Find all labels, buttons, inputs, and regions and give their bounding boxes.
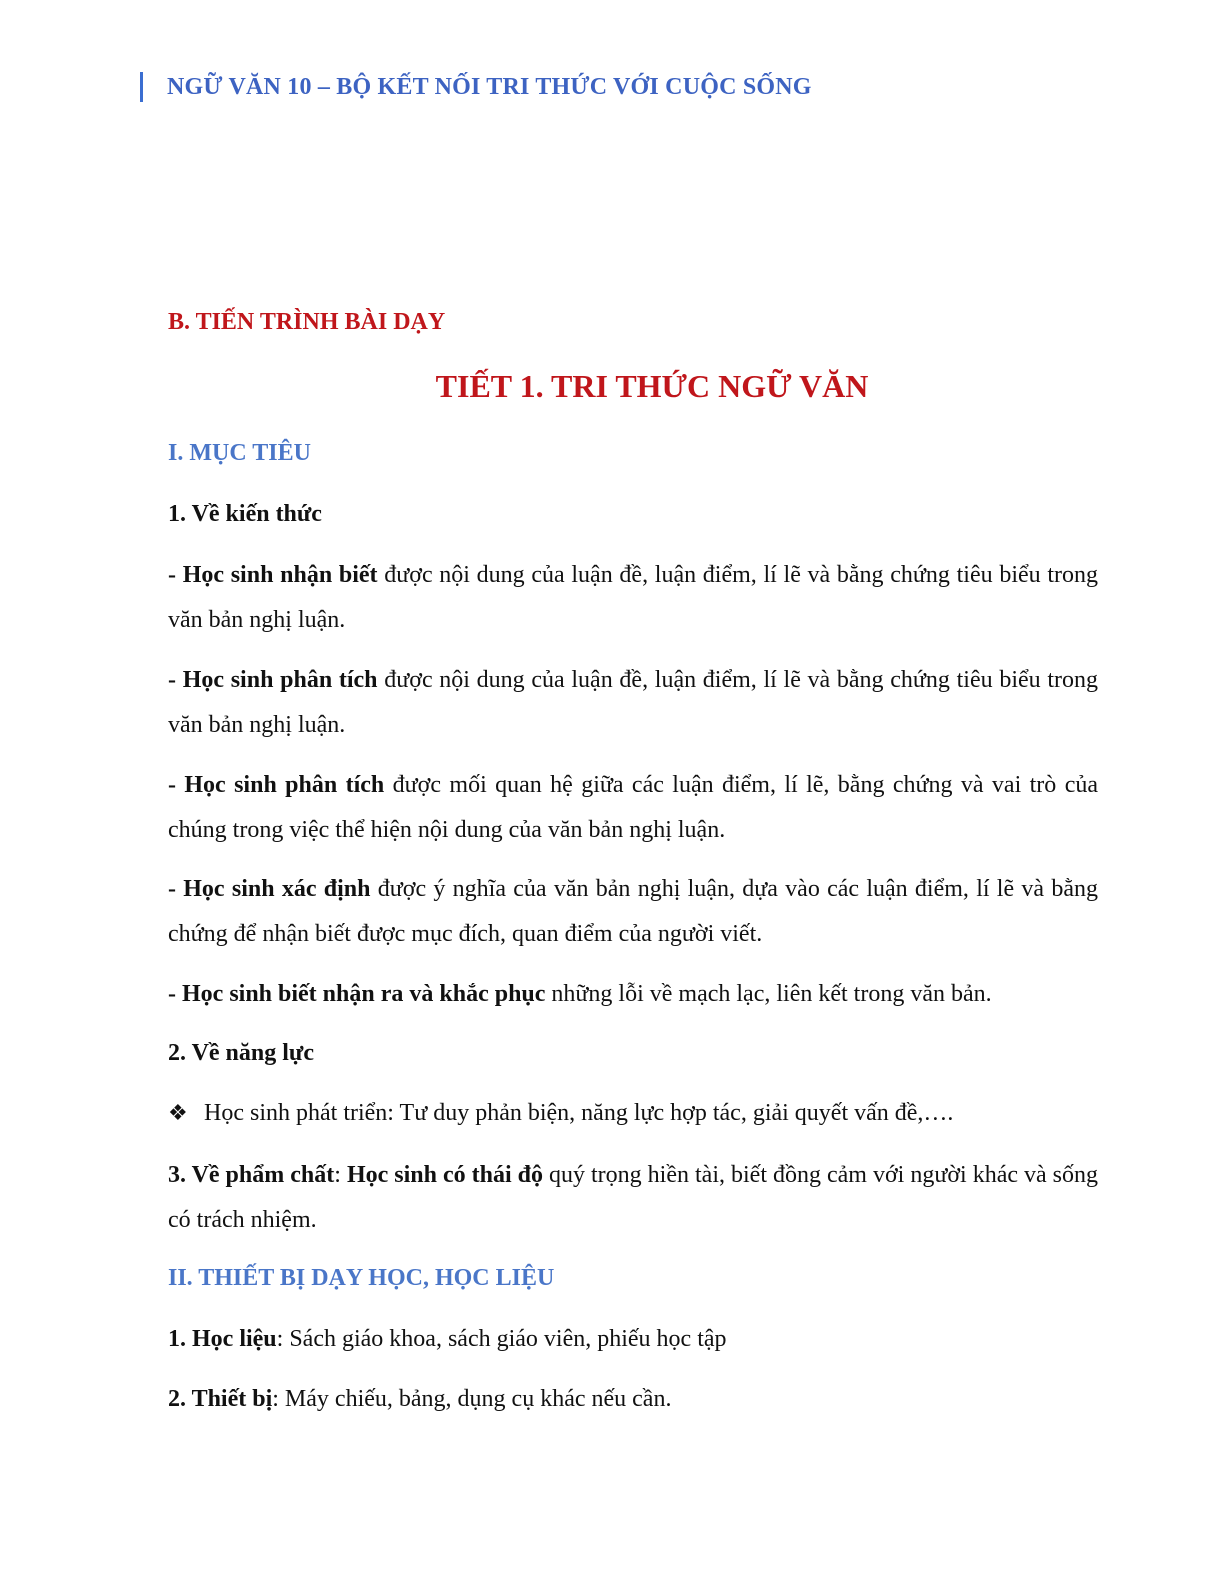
knowledge-item-text: được nội dung của luận đề, luận điểm, lí lẽ và bằng chứng tiêu biểu trong văn bản nghị luận.: [168, 667, 1099, 738]
knowledge-item-lead: - Học sinh phân tích: [168, 667, 378, 693]
knowledge-item-text: được nội dung của luận đề, luận điểm, lí lẽ và bằng chứng tiêu biểu trong văn bản nghị luận.: [168, 562, 1099, 633]
knowledge-item-lead: - Học sinh phân tích: [168, 772, 385, 798]
knowledge-item: [168, 972, 1098, 1017]
knowledge-item-text: được ý nghĩa của văn bản nghị luận, dựa vào các luận điểm, lí lẽ và bằng chứng để nhận biết được mục đích, quan điểm của người viết.: [168, 876, 1098, 947]
knowledge-item: [168, 763, 1098, 853]
ability-bullet-text: Học sinh phát triển: Tư duy phản biện, năng lực hợp tác, giải quyết vấn đề,….: [204, 1100, 954, 1126]
materials-line: [168, 1317, 1098, 1362]
knowledge-item-text: những lỗi về mạch lạc, liên kết trong văn bản.: [545, 981, 992, 1007]
ability-heading: 2. Về năng lực: [168, 1040, 314, 1066]
knowledge-item: [168, 658, 1098, 748]
diamond-bullet-icon: ❖: [168, 1100, 188, 1125]
quality-text: quý trọng hiền tài, biết đồng cảm với người khác và sống có trách nhiệm.: [168, 1162, 1099, 1233]
part2-heading: II. THIẾT BỊ DẠY HỌC, HỌC LIỆU: [168, 1265, 555, 1291]
part1-heading: I. MỤC TIÊU: [168, 440, 311, 466]
knowledge-item-text: được mối quan hệ giữa các luận điểm, lí lẽ, bằng chứng và vai trò của chúng trong việc thể hiện nội dung của văn bản nghị luận.: [168, 772, 1098, 843]
ability-bullet: [168, 1100, 1098, 1127]
knowledge-item-lead: - Học sinh xác định: [168, 876, 371, 902]
equipment-line: [168, 1377, 1098, 1422]
knowledge-item: [168, 553, 1098, 643]
quality-label: 3. Về phẩm chất: [168, 1162, 335, 1188]
quality-lead: Học sinh có thái độ: [346, 1162, 543, 1188]
knowledge-item-lead: - Học sinh biết nhận ra và khắc phục: [168, 981, 546, 1007]
equipment-label: 2. Thiết bị: [168, 1386, 273, 1412]
header-accent-bar: [140, 72, 143, 102]
quality-colon: :: [334, 1162, 347, 1188]
section-b-heading: B. TIẾN TRÌNH BÀI DẠY: [168, 309, 446, 335]
header-title: NGỮ VĂN 10 – BỘ KẾT NỐI TRI THỨC VỚI CUỘC SỐNG: [167, 73, 812, 100]
quality-paragraph: [168, 1153, 1098, 1243]
knowledge-item: [168, 867, 1098, 957]
materials-label: 1. Học liệu: [168, 1326, 277, 1352]
equipment-text: : Máy chiếu, bảng, dụng cụ khác nếu cần.: [272, 1386, 672, 1412]
knowledge-heading: 1. Về kiến thức: [168, 501, 322, 527]
knowledge-item-lead: - Học sinh nhận biết: [168, 562, 378, 588]
lesson-title: TIẾT 1. TRI THỨC NGỮ VĂN: [435, 368, 869, 404]
materials-text: : Sách giáo khoa, sách giáo viên, phiếu học tập: [276, 1326, 727, 1352]
page-header: [140, 70, 812, 104]
